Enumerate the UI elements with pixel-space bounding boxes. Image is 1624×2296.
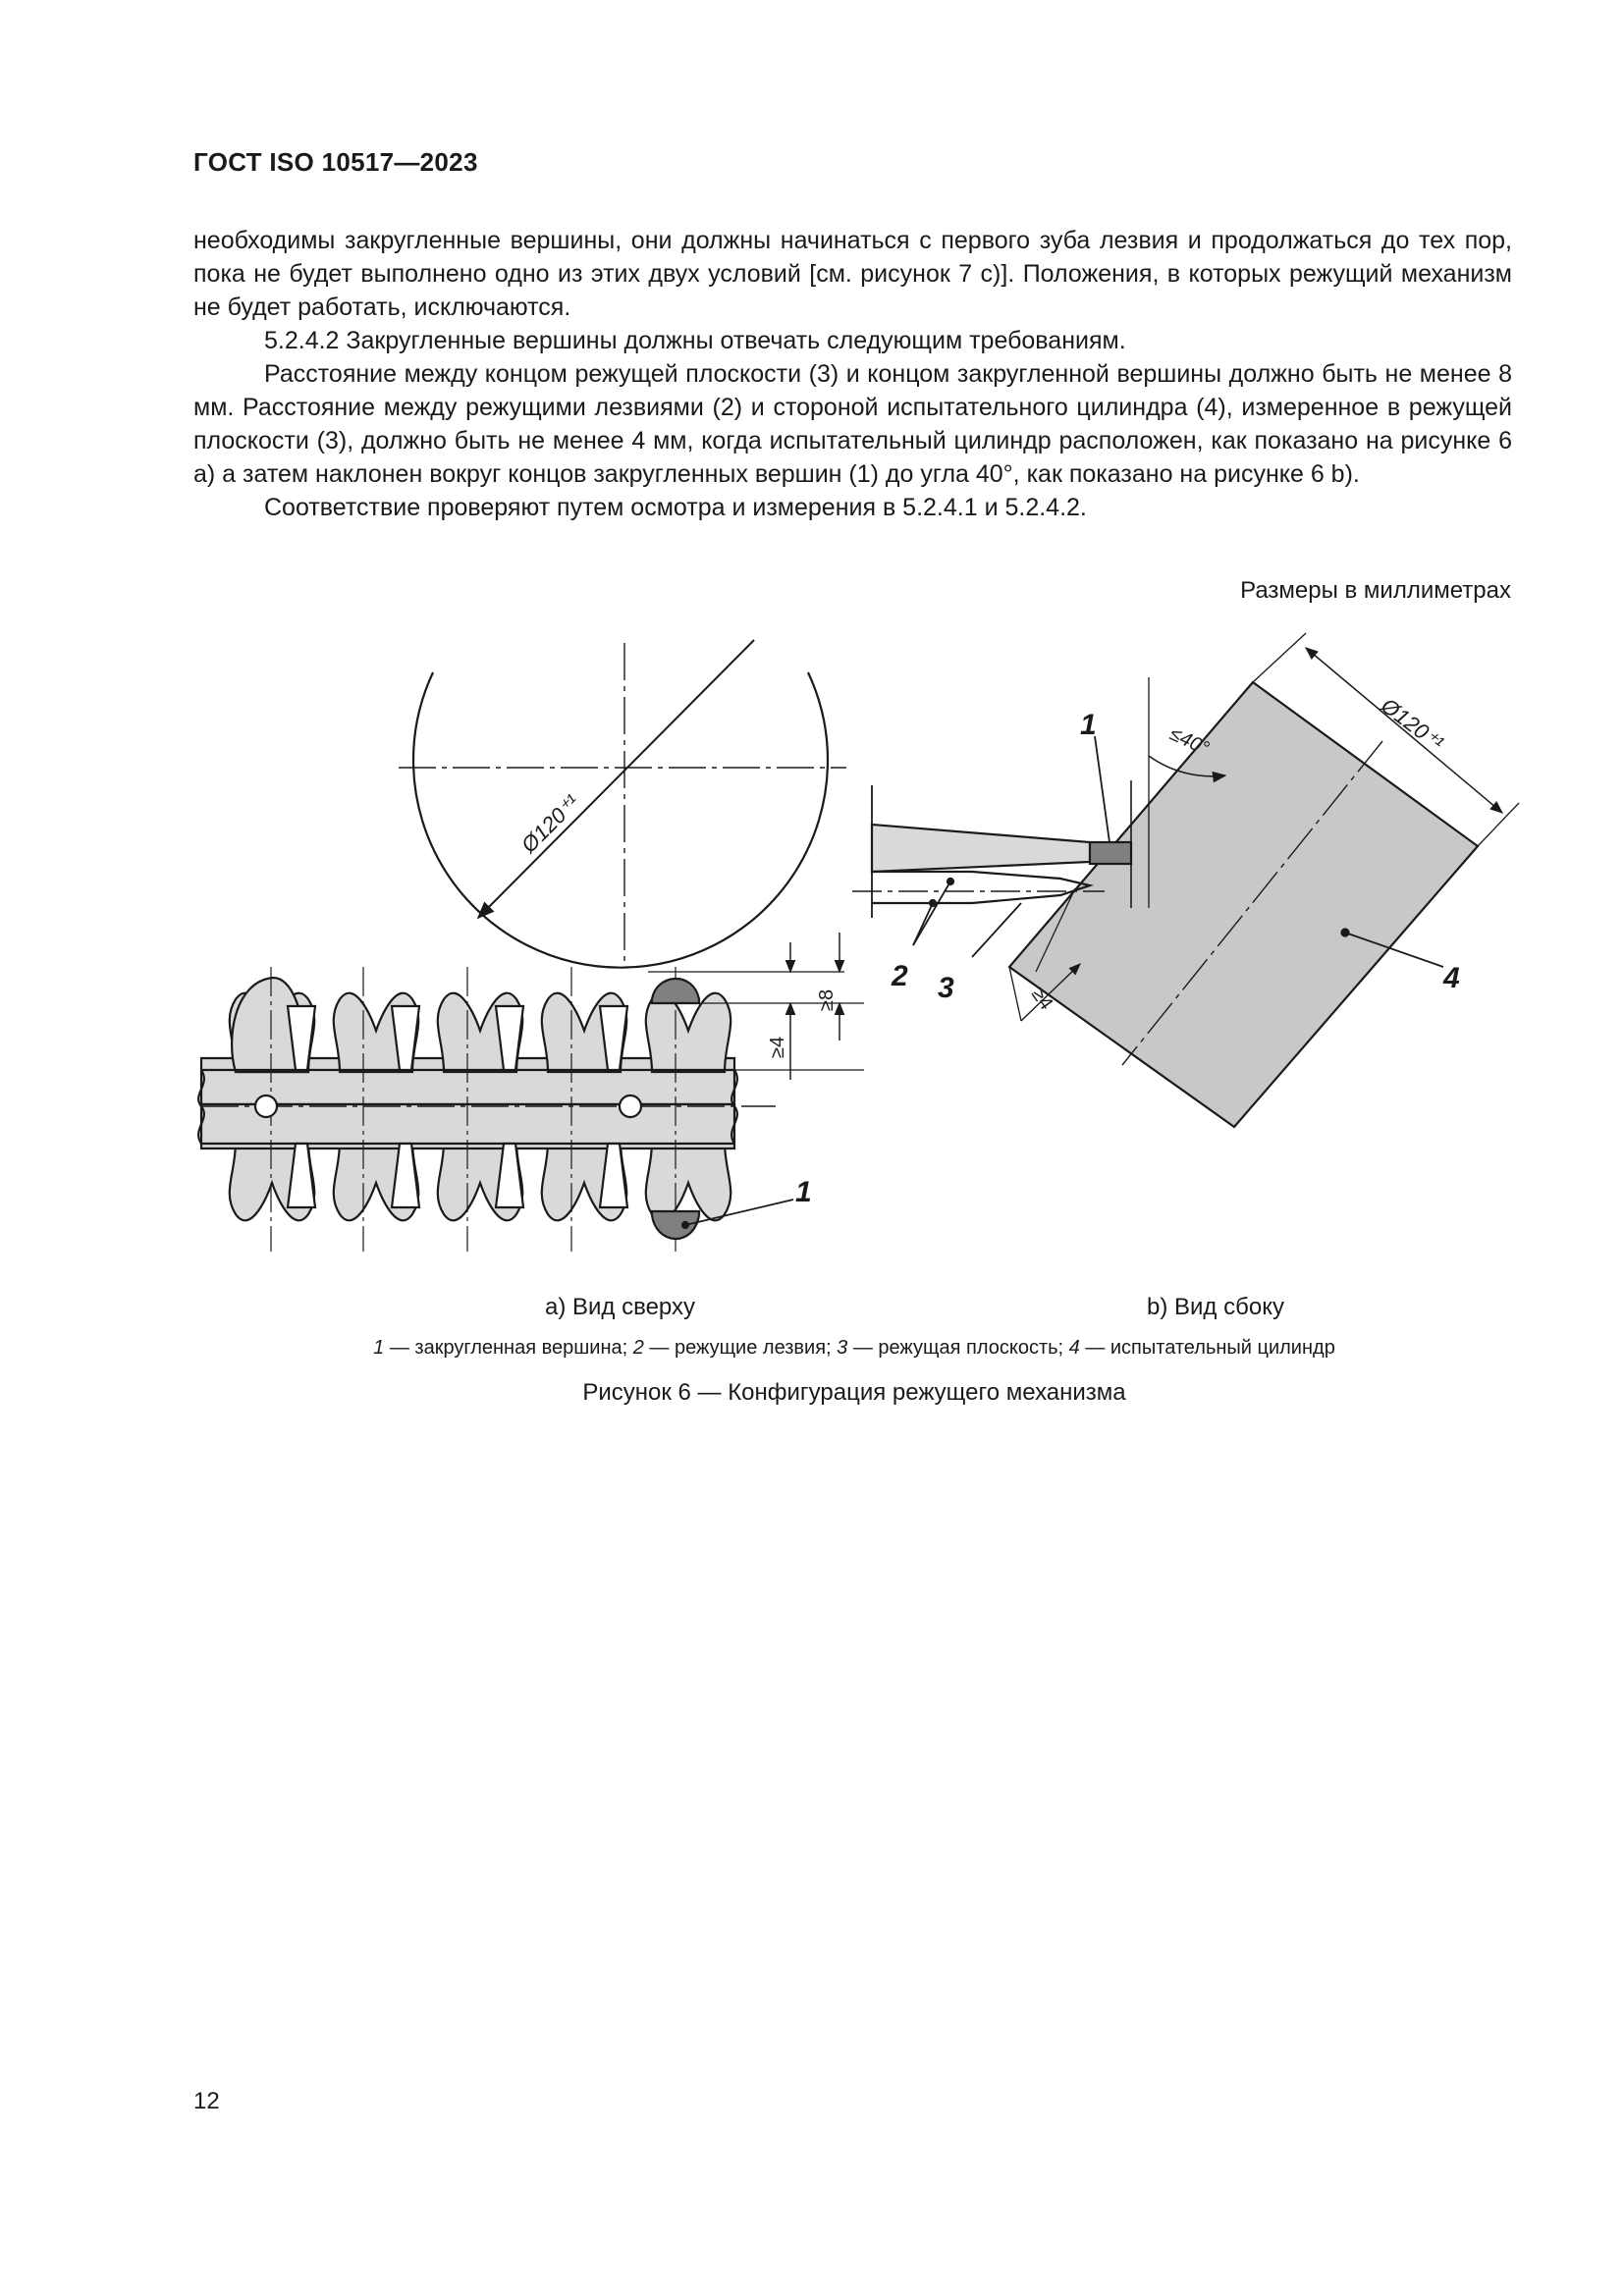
view-b-side-view: [852, 633, 1519, 1127]
leader-b-3: [972, 903, 1021, 957]
leader-b-2b: [913, 903, 933, 945]
paragraph: необходимы закругленные вершины, они должны начинаться с первого зуба лезвия и продолжаться до тех пор, пока не будет выполнено одно из этих двух условий [см. рисунок 7 с)]. Положения, в которых режущий механизм не будет работать, исключаются.: [193, 227, 1512, 321]
view-b-angle-label: ≤40°: [1165, 722, 1213, 760]
legend-value: — закругленная вершина;: [384, 1337, 633, 1359]
rounded-tip-lower: [652, 1211, 699, 1239]
view-a-dim-min8: ≥8: [816, 988, 838, 1011]
paragraph: Расстояние между концом режущей плоскости (3) и концом закругленной вершины должно быть не менее 8 мм. Расстояние между режущими лезвиями (2) и стороной испытательного цилиндра (4), измеренное в режущей плоскости (3), должно быть не менее 4 мм, когда испытательный цилиндр расположен, как показано на рисунке 6 а) а затем наклонен вокруг концов закругленных вершин (1) до угла 40°, как показано на рисунке 6 b).: [193, 360, 1512, 488]
view-b-callout-2: 2: [892, 960, 908, 992]
paragraph: Соответствие проверяют путем осмотра и измерения в 5.2.4.1 и 5.2.4.2.: [264, 494, 1087, 521]
test-cylinder-circle: [413, 672, 828, 968]
legend-key: 2: [632, 1337, 644, 1359]
rounded-tip-side: [1090, 842, 1131, 864]
diameter-line: [478, 640, 754, 918]
leader-b-1: [1095, 736, 1110, 842]
blade-side-profile: [872, 825, 1090, 872]
view-b-callout-1: 1: [1080, 709, 1097, 741]
figure-legend: [0, 1337, 1624, 1360]
paragraph: 5.2.4.2 Закругленные вершины должны отвечать следующим требованиям.: [264, 327, 1126, 354]
view-a-diameter-label: Ø120⁺¹: [515, 789, 584, 858]
view-b-callout-4: 4: [1443, 962, 1460, 994]
page-number: 12: [193, 2088, 220, 2114]
caption-view-b: b) Вид сбоку: [1147, 1294, 1284, 1320]
legend-key: 1: [373, 1337, 385, 1359]
view-b-dim-min4: ≥4: [1026, 984, 1057, 1014]
legend-value: — режущие лезвия;: [643, 1337, 838, 1359]
blade-side-lower: [872, 872, 1090, 903]
view-a-top-view: [198, 640, 864, 1252]
legend-value: — испытательный цилиндр: [1079, 1337, 1335, 1359]
legend-key: 4: [1068, 1337, 1080, 1359]
view-b-callout-3: 3: [938, 972, 954, 1004]
rivet-hole: [255, 1095, 277, 1117]
units-note: Размеры в миллиметрах: [1240, 577, 1511, 604]
view-a-callout-1: 1: [795, 1176, 812, 1208]
legend-key: 3: [837, 1337, 848, 1359]
document-header: ГОСТ ISO 10517—2023: [193, 147, 478, 177]
rounded-tip-upper: [652, 979, 699, 1003]
caption-view-a: а) Вид сверху: [545, 1294, 695, 1320]
figure-title: Рисунок 6 — Конфигурация режущего механизма: [582, 1379, 1126, 1406]
view-a-dim-min4: ≥4: [767, 1036, 788, 1058]
legend-value: — режущая плоскость;: [847, 1337, 1069, 1359]
test-cylinder-side: [1009, 682, 1478, 1127]
rivet-hole: [620, 1095, 641, 1117]
view-b-diameter-label: Ø120⁺¹: [1376, 693, 1449, 756]
